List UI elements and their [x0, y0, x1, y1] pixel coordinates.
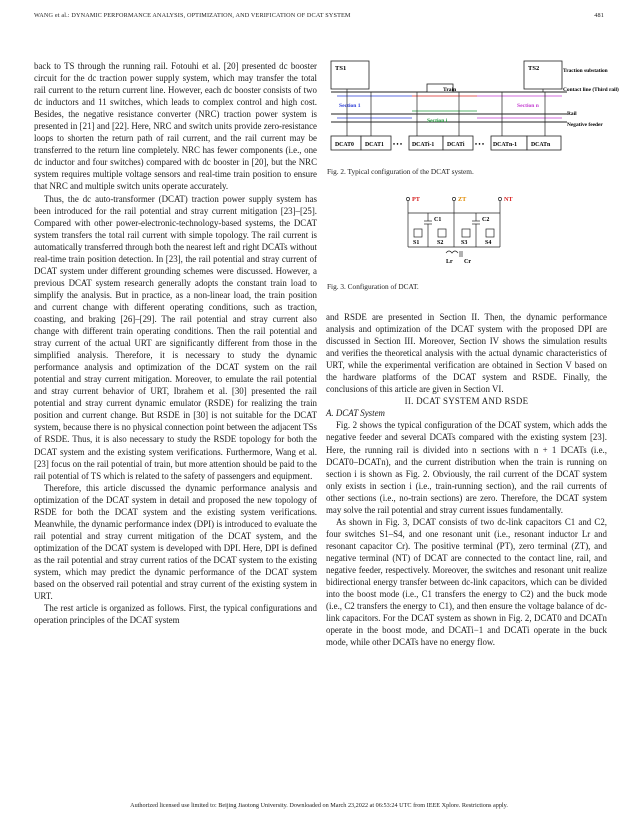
left-column — [34, 60, 317, 626]
paragraph: Thus, the dc auto-transformer (DCAT) traction power supply system has been introduced for the rail potential and stray current mitigation [23]–[25]. Compared with other power-electronic-technology-based systems, the DCAT system transfers the total rail current with simple topology. The rail current is automatically transferred through both the nearest left and right DCATs without real-time train position detection. In [23], the rail potential and stray current of DCAT system under different grounding schemes were discussed. However, a previous DCAT system research generally adopts the constant train load to simplify the analysis. But in practice, as a non-linear load, the train position and current change with different operating conditions, such as traction, coasting, and braking [26]–[29]. The rail potential and stray current also change with different train operating conditions. Then the rail potential and stray current of the actual URT are significantly different from those in the simplified analysis. Therefore, it is necessary to study the dynamic performance analysis and optimization of the DCAT system on the rail potential and stray current mitigation. Moreover, to emulate the rail potential and stray current behavior of URT, Ibrahem et al. [30] presented the rail potential and stray current dynamic emulator (RSDE) for realizing the train position and current change. But RSDE in [30] is not suitable for the DCAT system, because there is no physical connection point between the adjacent TSs of RSDE. Thus, it is also necessary to study the RSDE topology for both the DCAT system and the existing system verifications. Furthermore, Wang et al. [23] focus on the rail potential of train, but more attention should be paid to the rail potential of TS which is related to the safety of passengers and equipment. — [34, 193, 317, 481]
dcat-box-label: DCATi — [447, 142, 465, 148]
section-1-label: Section 1 — [339, 103, 361, 109]
figure-3-caption: Fig. 3. Configuration of DCAT. — [327, 282, 419, 291]
ellipsis: • • • — [475, 142, 484, 148]
ellipsis: • • • — [393, 142, 402, 148]
figure-2-caption: Fig. 2. Typical configuration of the DCAT system. — [327, 167, 474, 176]
terminal-pt-label: PT — [412, 196, 420, 203]
switch-s2-label: S2 — [437, 240, 444, 246]
section-heading: II. DCAT SYSTEM AND RSDE — [404, 396, 529, 407]
figure-2-dcat-system-diagram — [327, 58, 619, 158]
switch-s1-label: S1 — [413, 240, 420, 246]
dcat-box-label: DCATn-1 — [493, 142, 518, 148]
label-negative-feeder: Negative feeder — [567, 122, 603, 128]
dcat-box-label: DCATi-1 — [412, 142, 435, 148]
label-rail: Rail — [567, 111, 577, 117]
paragraph: Fig. 2 shows the typical configuration of the DCAT system, which adds the negative feeder and several DCATs compared with the existing system [23]. Here, the running rail is divided into n sections with n + 1 DCATs (i.e., DCAT0–DCATn), and the current distribution when the train is running on section i is shown as Fig. 2. Obviously, the rail current of the DCAT system only exists in section i (i.e., train-running section), and the rail currents of other sections (i.e., no-train sections) are zero. Therefore, the DCAT system may solve the rail potential and stray current issues fundamentally. — [326, 420, 607, 515]
label-contact-line: Contact line (Third rail) — [563, 87, 619, 93]
subsection-heading: A. DCAT System — [326, 408, 385, 419]
dcat-box-label: DCAT0 — [335, 142, 354, 148]
switch-s3-label: S3 — [461, 240, 468, 246]
terminal-nt-label: NT — [504, 196, 513, 203]
capacitor-c1-label: C1 — [434, 217, 442, 223]
paragraph: back to TS through the running rail. Fotouhi et al. [20] presented dc booster circuit for the dc traction power supply system, which may transfer the total rail current to the return current line. However, each dc booster consists of two dc inductors and 11 switches, which leads to complex control and high cost. Besides, the negative resistance converter (NRC) traction power system is presented in [21] and [22]. Here, NRC and switch units provide zero-resistance loops to shorten the return path of rail current, and the rail current may be transferred to the return line completely. NRC has fewer components (i.e., one dc inductor and four switches) compared with dc booster in [20], but the NRC system requires multiple voltage sensors and real-time train position to ensure that NRC and multiple switch units operate accurately. — [34, 61, 317, 192]
dcat-box-label: DCATn — [531, 142, 551, 148]
section-i-label: Section i — [427, 118, 448, 124]
paragraph: The rest article is organized as follows. First, the typical configurations and operation principles of the DCAT system — [34, 603, 317, 626]
terminal-zt-label: ZT — [458, 196, 467, 203]
figure-3-dcat-configuration-diagram — [400, 191, 550, 273]
dcat-box-label: DCAT1 — [365, 142, 384, 148]
right-column — [326, 311, 607, 648]
switch-s4-label: S4 — [485, 240, 492, 246]
resonant-capacitor-label: Cr — [464, 259, 471, 265]
label-traction-substation: Traction substation — [563, 68, 608, 74]
ts-right-label: TS2 — [528, 65, 540, 72]
paragraph: Therefore, this article discussed the dynamic performance analysis and optimization of the DCAT system in detail and proposed the new topology of RSDE for both the DCAT system and the existing system verifications. Meanwhile, the dynamic performance index (DPI) is introduced to evaluate the rail potential and stray current mitigation of the DCAT system, and the optimization of the DCAT system is developed with DPI. Here, DPI is defined as the rail potential and stray current ratios of the DCAT system to the existing system, which may predict the dynamic performance of the DCAT system based on the observed rail potential and stray current of the existing system in URT. — [34, 482, 317, 602]
running-header — [34, 12, 604, 24]
paragraph: and RSDE are presented in Section II. Then, the dynamic performance analysis and optimization of the DCAT system with the proposed DPI are discussed in Section III. Moreover, Section IV shows the simulation results and verifies the theoretical analysis with the actual dynamic characteristics of URT, while the experimental verification are obtained in Section V based on the hardware platforms of the DCAT system and RSDE. Finally, the conclusions of this article are given in Section VI. — [326, 312, 607, 395]
capacitor-c2-label: C2 — [482, 217, 490, 223]
license-footer: Authorized licensed use limited to: Beijing Jiaotong University. Downloaded on March 23,2022 at 06:53:24 UTC from IEEE Xplore. Restrictions apply. — [130, 802, 508, 809]
page-number: 481 — [594, 12, 604, 19]
ts-left-label: TS1 — [335, 65, 347, 72]
section-n-label: Section n — [517, 103, 539, 109]
paragraph: As shown in Fig. 3, DCAT consists of two dc-link capacitors C1 and C2, four switches S1–S4, and one resonant unit (i.e., resonant inductor Lr and resonant capacitor Cr). The positive terminal (PT), zero terminal (ZT), and negative terminal (NT) of DCAT are connected to the contact line, rail, and negative feeder, respectively. Moreover, the switches and resonant unit realize bidirectional energy transfer between dc-link capacitors, which can be divided into the boost mode (i.e., C1 transfers the energy to C2) and the buck mode (i.e., C2 transfers the energy to C1), and then ensure the voltage balance of dc-link capacitors. For the DCAT system as shown in Fig. 2, DCAT0 and DCATn operate in the boost mode, and DCATi−1 and DCATi operate in the buck mode, while other DCATs have no energy flow. — [326, 516, 607, 648]
resonant-inductor-label: Lr — [446, 259, 453, 265]
running-title: WANG et al.: DYNAMIC PERFORMANCE ANALYSIS, OPTIMIZATION, AND VERIFICATION OF DCAT SYSTEM — [34, 12, 351, 19]
train-label: Train — [443, 87, 457, 93]
